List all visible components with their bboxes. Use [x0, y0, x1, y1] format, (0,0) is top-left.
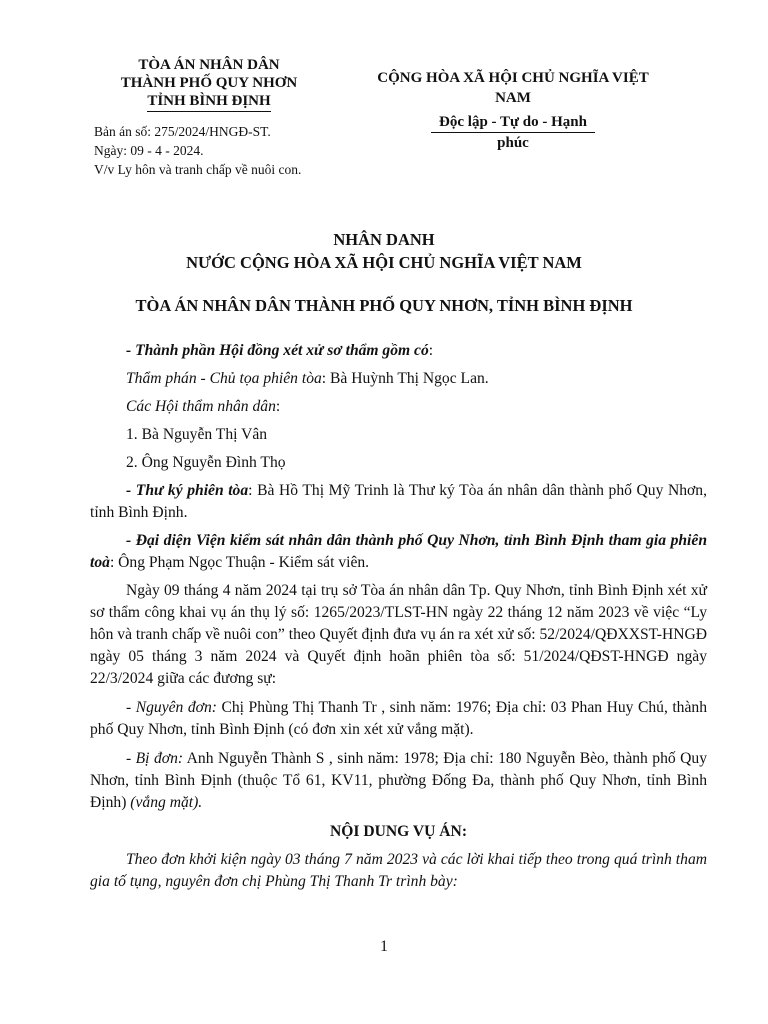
motto-line1: Độc lập - Tự do - Hạnh: [431, 112, 595, 133]
case-number: Bản án số: 275/2024/HNGĐ-ST.: [94, 124, 271, 139]
court-name-line3: TỈNH BÌNH ĐỊNH: [147, 92, 270, 112]
plaintiff-paragraph: - Nguyên đơn: Chị Phùng Thị Thanh Tr , sinh năm: 1976; Địa chỉ: 03 Phan Huy Chú, thành phố Quy Nhơn, tỉnh Bình Định (có đơn xin xét xử vắng mặt).: [90, 699, 707, 738]
clerk-paragraph: - Thư ký phiên tòa: Bà Hồ Thị Mỹ Trinh là Thư ký Tòa án nhân dân thành phố Quy Nhơn, tỉnh Bình Định.: [90, 482, 707, 521]
court-header: [90, 56, 328, 112]
in-name-title: NHÂN DANH: [333, 230, 435, 249]
juror-item: 1. Bà Nguyễn Thị Vân: [126, 426, 268, 443]
panel-heading: - Thành phần Hội đồng xét xử sơ thẩm gồm có:: [126, 342, 434, 359]
section-title: NỘI DUNG VỤ ÁN:: [329, 823, 468, 840]
republic-title: NƯỚC CỘNG HÒA XÃ HỘI CHỦ NGHĨA VIỆT NAM: [186, 253, 582, 272]
page-number: 1: [380, 938, 388, 955]
country-name-line2: NAM: [495, 90, 531, 106]
case-metadata: [94, 122, 301, 179]
national-header: [358, 68, 668, 153]
court-title: TÒA ÁN NHÂN DÂN THÀNH PHỐ QUY NHƠN, TỈNH BÌNH ĐỊNH: [135, 296, 633, 315]
motto-line2: phúc: [497, 135, 529, 151]
document-body: [90, 340, 707, 899]
case-subject: V/v Ly hôn và tranh chấp về nuôi con.: [94, 162, 302, 177]
jurors-heading: Các Hội thẩm nhân dân:: [126, 398, 281, 415]
defendant-paragraph: - Bị đơn: Anh Nguyễn Thành S , sinh năm: 1978; Địa chỉ: 180 Nguyễn Bèo, thành phố Quy Nhơn, tỉnh Bình Định (thuộc Tổ 61, KV11, phường Đống Đa, thành phố Quy Nhơn, tỉnh Bình Định) (vắng mặt).: [90, 750, 707, 811]
hearing-paragraph: Ngày 09 tháng 4 năm 2024 tại trụ sở Tòa án nhân dân Tp. Quy Nhơn, tỉnh Bình Định xét xử sơ thẩm công khai vụ án thụ lý số: 1265/2023/TLST-HN ngày 22 tháng 12 năm 2023 về việc “Ly hôn và tranh chấp về nuôi con” theo Quyết định đưa vụ án ra xét xử số: 52/2024/QĐXXST-HNGĐ ngày 05 tháng 3 năm 2024 và Quyết định hoãn phiên tòa số: 51/2024/QĐST-HNGĐ ngày 22/3/2024 giữa các đương sự:: [90, 582, 708, 687]
procurator-paragraph: - Đại diện Viện kiểm sát nhân dân thành phố Quy Nhơn, tỉnh Bình Định tham gia phiên toà: Ông Phạm Ngọc Thuận - Kiểm sát viên.: [90, 532, 707, 571]
case-date: Ngày: 09 - 4 - 2024.: [94, 143, 204, 158]
court-name-line2: THÀNH PHỐ QUY NHƠN: [120, 75, 298, 91]
intro-paragraph: Theo đơn khởi kiện ngày 03 tháng 7 năm 2023 và các lời khai tiếp theo trong quá trình tham gia tố tụng, nguyên đơn chị Phùng Thị Thanh Tr trình bày:: [90, 851, 707, 890]
country-name-line1: CỘNG HÒA XÃ HỘI CHỦ NGHĨA VIỆT: [377, 70, 649, 86]
judge-line: Thẩm phán - Chủ tọa phiên tòa: Bà Huỳnh Thị Ngọc Lan.: [126, 370, 489, 387]
court-name-line1: TÒA ÁN NHÂN DÂN: [138, 57, 280, 73]
juror-item: 2. Ông Nguyễn Đình Thọ: [126, 454, 286, 471]
